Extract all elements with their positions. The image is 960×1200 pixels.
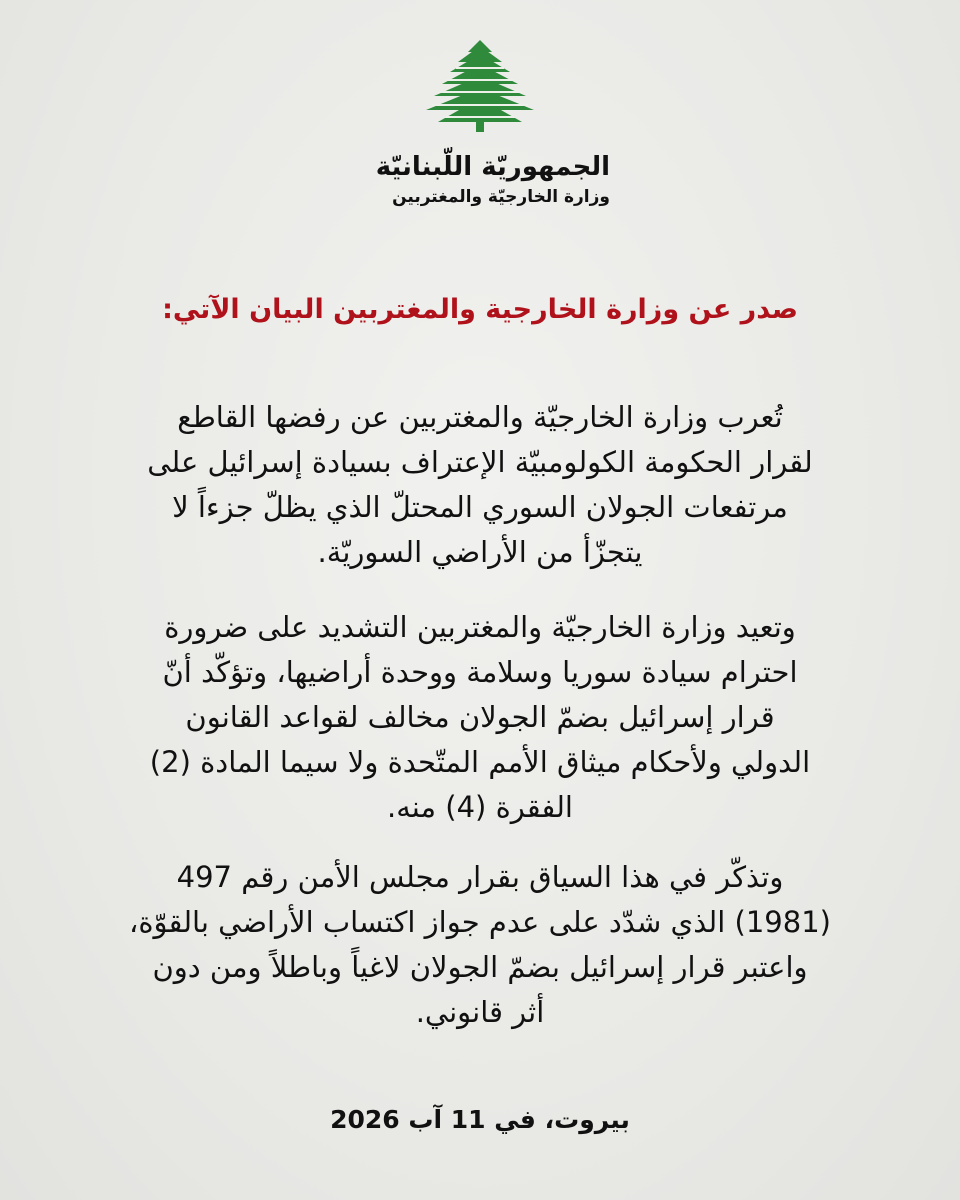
paragraph-line: يتجزّأ من الأراضي السوريّة. xyxy=(317,535,643,569)
paragraph-line: الدولي ولأحكام ميثاق الأمم المتّحدة ولا سيما المادة (2) xyxy=(149,745,811,779)
paragraph-line: تُعرب وزارة الخارجيّة والمغتربين عن رفضها القاطع xyxy=(177,400,783,434)
statement-paragraph-1 xyxy=(0,395,960,575)
paragraph-line: لقرار الحكومة الكولومبيّة الإعتراف بسيادة إسرائيل على xyxy=(147,445,813,479)
paragraph-line: احترام سيادة سوريا وسلامة ووحدة أراضيها، وتؤكّد أنّ xyxy=(162,655,798,689)
dateline: بيروت، في 11 آب 2026 xyxy=(330,1105,630,1134)
statement-paragraph-2 xyxy=(0,605,960,830)
ministry-title: وزارة الخارجيّة والمغتربين xyxy=(392,187,610,207)
ministry-header xyxy=(376,150,610,210)
republic-title: الجمهوريّة اللّبنانيّة xyxy=(375,152,610,182)
statement-paragraph-3 xyxy=(0,855,960,1035)
paragraph-line: واعتبر قرار إسرائيل بضمّ الجولان لاغياً وباطلاً ومن دون xyxy=(152,950,808,984)
paragraph-line: وتذكّر في هذا السياق بقرار مجلس الأمن رقم 497 xyxy=(176,860,784,894)
paragraph-line: (1981) الذي شدّد على عدم جواز اكتساب الأراضي بالقوّة، xyxy=(129,905,831,939)
paragraph-line: وتعيد وزارة الخارجيّة والمغتربين التشديد على ضرورة xyxy=(164,610,796,644)
paragraph-line: مرتفعات الجولان السوري المحتلّ الذي يظلّ جزءاً لا xyxy=(172,490,788,524)
cedar-tree-icon xyxy=(420,38,540,138)
paragraph-line: أثر قانوني. xyxy=(415,995,545,1029)
paragraph-line: قرار إسرائيل بضمّ الجولان مخالف لقواعد القانون xyxy=(185,700,775,734)
statement-headline: صدر عن وزارة الخارجية والمغتربين البيان الآتي: xyxy=(162,294,798,325)
paragraph-line: الفقرة (4) منه. xyxy=(386,790,573,824)
